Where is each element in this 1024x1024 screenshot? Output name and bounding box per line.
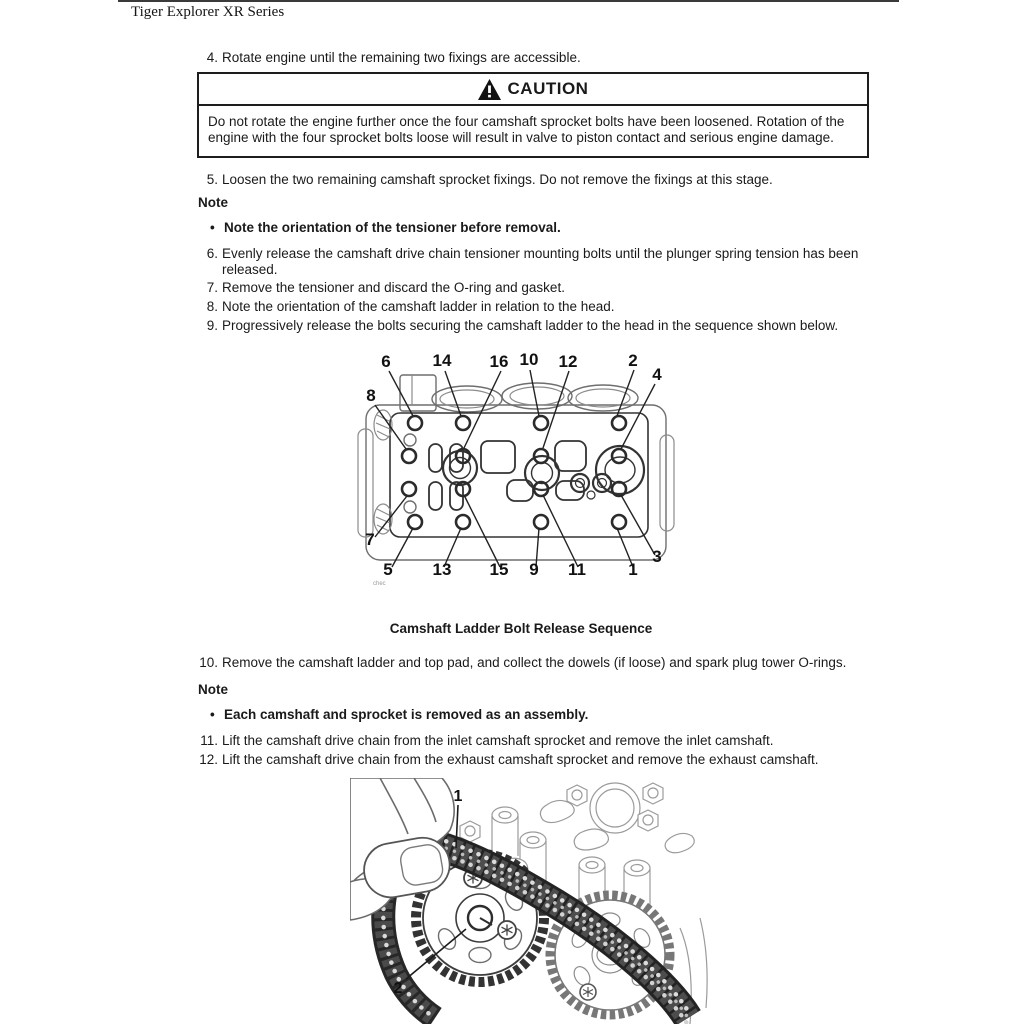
page-header: Tiger Explorer XR Series — [131, 4, 285, 20]
bolt-label: 14 — [432, 351, 452, 370]
step-text: Lift the camshaft drive chain from the inlet camshaft sprocket and remove the inlet camshaft. — [222, 733, 774, 748]
note-bullet-text: Each camshaft and sprocket is removed as an assembly. — [224, 707, 589, 722]
bolt-label: 2 — [628, 351, 638, 370]
note-label: Note — [198, 195, 228, 210]
bolt-sequence-labels — [365, 350, 662, 579]
note-label: Note — [198, 682, 228, 697]
step-5 — [178, 172, 875, 188]
bullet-marker: • — [210, 707, 215, 722]
step-number: 9. — [206, 318, 218, 333]
step-text: Loosen the two remaining camshaft sprocket fixings. Do not remove the fixings at this stage. — [222, 172, 773, 187]
bolt-label: 15 — [489, 560, 509, 579]
note-bullet — [210, 707, 870, 723]
torx-screw — [580, 984, 596, 1000]
bolt-label: 12 — [558, 352, 578, 371]
note-bullet — [210, 220, 870, 236]
step-10 — [178, 655, 875, 671]
step-number: 12. — [199, 752, 218, 767]
figure-caption: Camshaft Ladder Bolt Release Sequence — [389, 621, 653, 636]
caution-title: CAUTION — [507, 79, 589, 98]
step-11 — [178, 733, 875, 749]
step-text: Remove the tensioner and discard the O-ring and gasket. — [222, 280, 565, 295]
callout-2: 2 — [393, 980, 403, 997]
step-text: Note the orientation of the camshaft ladder in relation to the head. — [222, 299, 615, 314]
bolt-label: 6 — [381, 352, 391, 371]
bolt-label: 11 — [568, 560, 586, 579]
bullet-marker: • — [210, 220, 215, 235]
step-number: 8. — [206, 299, 218, 314]
step-12 — [178, 752, 875, 768]
step-6 — [178, 246, 875, 278]
bolt-label: 1 — [628, 560, 638, 579]
bolt-label: 7 — [365, 530, 375, 549]
step-8 — [178, 299, 875, 315]
bolt-label: 10 — [519, 350, 539, 369]
step-text: Lift the camshaft drive chain from the exhaust camshaft sprocket and remove the exhaust camshaft. — [222, 752, 819, 767]
bolt-label: 13 — [432, 560, 452, 579]
bolt-label: 16 — [489, 352, 509, 371]
bolt-label: 3 — [652, 547, 662, 566]
step-text: Rotate engine until the remaining two fixings are accessible. — [222, 50, 581, 65]
warning-triangle-icon — [478, 79, 501, 100]
step-number: 6. — [206, 246, 218, 261]
caution-text: Do not rotate the engine further once the four camshaft sprocket bolts have been loosened. Rotation of the engine with the four sprocket bolts loose will result in valve to piston contact and serious engine damage. — [208, 114, 845, 145]
step-text: Remove the camshaft ladder and top pad, and collect the dowels (if loose) and spark plug tower O-rings. — [222, 655, 847, 670]
cam-journals — [443, 446, 644, 499]
bolt-label: 5 — [383, 560, 393, 579]
note-bullet-text: Note the orientation of the tensioner before removal. — [224, 220, 561, 235]
step-number: 11. — [200, 733, 218, 748]
figure-camshaft-chain-removal — [350, 778, 710, 1024]
top-rule — [118, 0, 899, 2]
bolt-label: 4 — [652, 365, 662, 384]
step-4 — [178, 50, 875, 66]
step-text: Progressively release the bolts securing the camshaft ladder to the head in the sequence shown below. — [222, 318, 839, 333]
figure-camshaft-ladder-diagram — [350, 347, 680, 590]
step-number: 4. — [206, 50, 218, 65]
step-text: Evenly release the camshaft drive chain tensioner mounting bolts until the plunger spring tension has been released. — [222, 246, 859, 277]
caution-box — [197, 72, 869, 158]
bolt-label: 8 — [366, 386, 376, 405]
caution-header — [199, 74, 867, 106]
figure-watermark: chec — [373, 581, 386, 587]
bolt-label: 9 — [529, 560, 539, 579]
step-7 — [178, 280, 875, 296]
step-9 — [178, 318, 875, 334]
step-number: 5. — [206, 172, 218, 187]
callout-1: 1 — [453, 788, 463, 805]
step-number: 10. — [199, 655, 218, 670]
step-number: 7. — [206, 280, 218, 295]
